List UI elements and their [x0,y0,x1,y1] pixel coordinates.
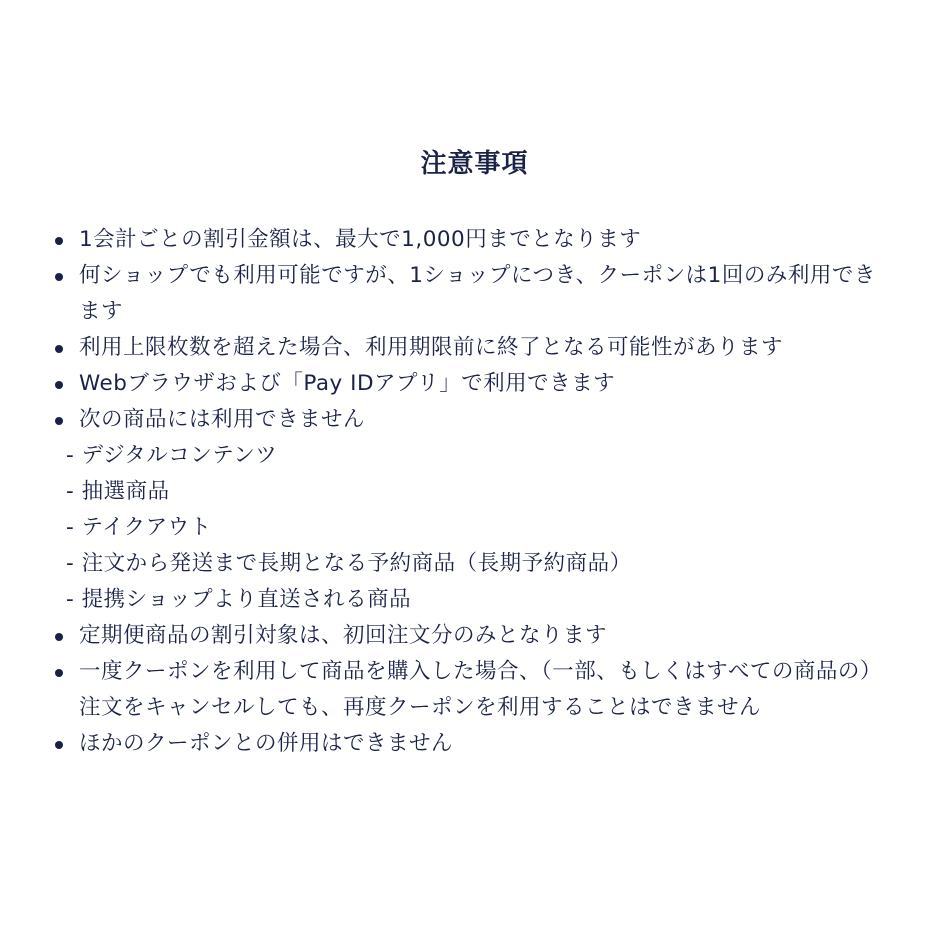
bullet-icon [55,741,63,749]
list-item [52,618,882,654]
list-item-text: 1会計ごとの割引金額は、最大で1,000円までとなります [79,227,642,252]
list-item-text: ほかのクーポンとの併用はできません [79,731,454,756]
sub-list-item-text: - 抽選商品 [66,479,170,504]
bullet-icon [55,237,63,245]
sub-list-item-text: - 提携ショップより直送される商品 [66,587,412,612]
sub-list-item-text: - デジタルコンテンツ [66,443,278,468]
page-title: 注意事項 [420,149,529,179]
list-item [52,654,882,726]
list-item [52,726,882,762]
list-item-text: 何ショップでも利用可能ですが、1ショップにつき、クーポンは1回のみ利用できます [79,263,876,324]
bullet-icon [55,381,63,389]
bullet-icon [55,273,63,281]
list-item-text: 利用上限枚数を超えた場合、利用期限前に終了となる可能性があります [79,335,784,360]
list-item-text: Webブラウザおよび「Pay IDアプリ」で利用できます [79,371,616,396]
bullet-icon [55,417,63,425]
list-item-text: 一度クーポンを利用して商品を購入した場合、（一部、もしくはすべての商品の）注文をキャンセルしても、再度クーポンを利用することはできません [79,659,882,720]
sub-list-item [52,546,882,582]
list-item [52,222,882,258]
bullet-icon [55,633,63,641]
bullet-icon [55,669,63,677]
list-item-text: 定期便商品の割引対象は、初回注文分のみとなります [79,623,608,648]
sub-list-item [52,474,882,510]
sub-list-item [52,438,882,474]
notice-list [52,222,882,762]
list-item [52,366,882,402]
list-item-text: 次の商品には利用できません [79,407,366,432]
sub-list-item [52,582,882,618]
list-item [52,402,882,438]
list-item [52,258,882,330]
sub-list-item-text: - テイクアウト [66,515,212,540]
sub-list-item [52,510,882,546]
sub-list-item-text: - 注文から発送まで長期となる予約商品（長期予約商品） [66,551,632,576]
list-item [52,330,882,366]
bullet-icon [55,345,63,353]
